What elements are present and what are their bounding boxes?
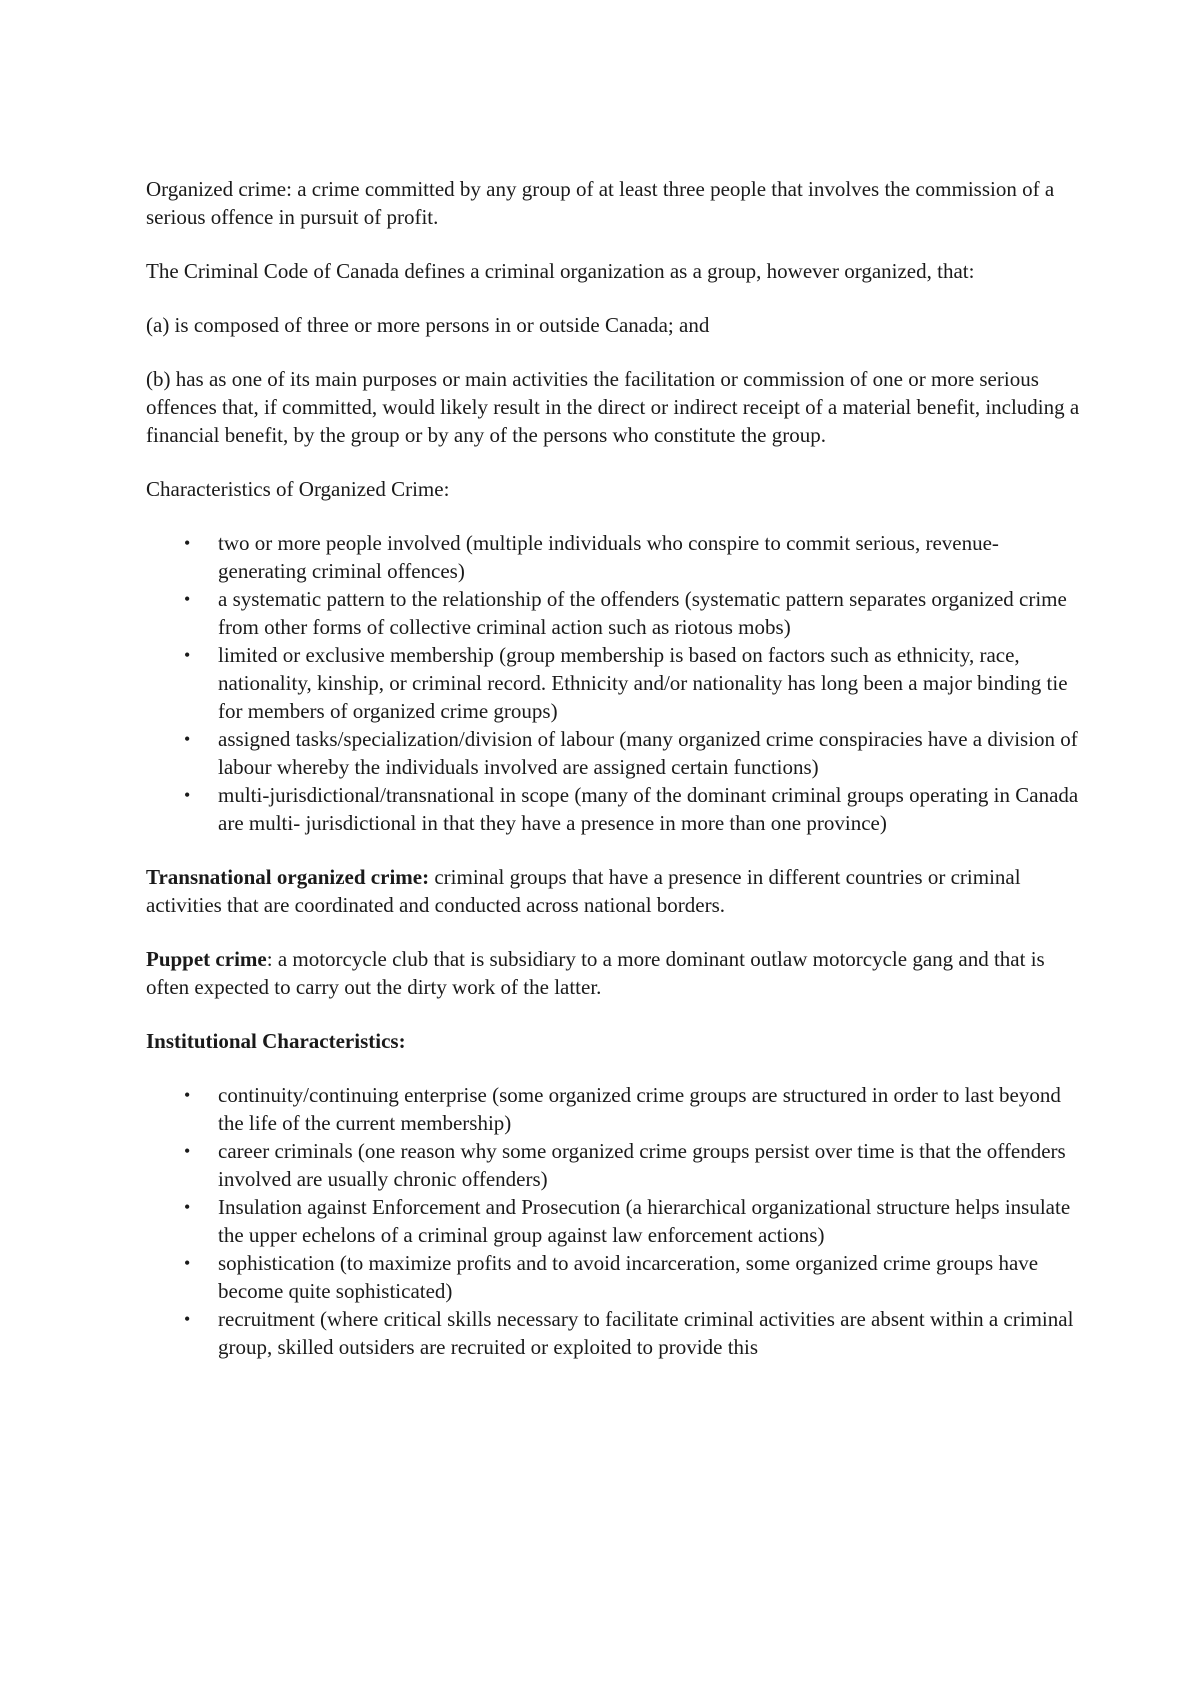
bullet-icon: • <box>184 645 191 665</box>
bullet-icon: • <box>184 1141 191 1161</box>
list-item <box>184 1305 1080 1361</box>
list-item-text: two or more people involved (multiple individuals who conspire to commit serious, revenue-generating criminal offences) <box>218 531 999 583</box>
paragraph-organized-crime-definition: Organized crime: a crime committed by any group of at least three people that involves the commission of a serious offence in pursuit of profit. <box>146 177 1055 229</box>
list-item-text: sophistication (to maximize profits and to avoid incarceration, some organized crime groups have become quite sophisticated) <box>218 1251 1039 1303</box>
paragraph-puppet-crime-definition <box>146 945 1080 1001</box>
list-item-text: multi-jurisdictional/transnational in scope (many of the dominant criminal groups operating in Canada are multi- jurisdictional in that they have a presence in more than one province) <box>218 783 1079 835</box>
bullet-icon: • <box>184 785 191 805</box>
paragraph-criminal-code-intro: The Criminal Code of Canada defines a criminal organization as a group, however organized, that: <box>146 259 975 283</box>
bullet-icon: • <box>184 533 191 553</box>
list-item <box>184 781 1080 837</box>
bullet-icon: • <box>184 1197 191 1217</box>
characteristics-list <box>146 529 1080 837</box>
list-item-text: limited or exclusive membership (group membership is based on factors such as ethnicity, race, nationality, kinship, or criminal record. Ethnicity and/or nationality has long been a major binding tie for members of organized crime groups) <box>218 643 1068 723</box>
bullet-icon: • <box>184 1309 191 1329</box>
paragraph-clause-b: (b) has as one of its main purposes or main activities the facilitation or commission of one or more serious offences that, if committed, would likely result in the direct or indirect receipt of a material benefit, including a financial benefit, by the group or by any of the persons who constitute the group. <box>146 367 1080 447</box>
paragraph-clause-a: (a) is composed of three or more persons in or outside Canada; and <box>146 313 710 337</box>
list-item-text: Insulation against Enforcement and Prosecution (a hierarchical organizational structure helps insulate the upper echelons of a criminal group against law enforcement actions) <box>218 1195 1071 1247</box>
institutional-heading-text: Institutional Characteristics: <box>146 1029 406 1053</box>
list-item <box>184 1137 1080 1193</box>
bullet-icon: • <box>184 589 191 609</box>
transnational-term: Transnational organized crime: <box>146 865 430 889</box>
list-item <box>184 529 1080 585</box>
bullet-icon: • <box>184 1085 191 1105</box>
list-item-text: career criminals (one reason why some organized crime groups persist over time is that the offenders involved are usually chronic offenders) <box>218 1139 1066 1191</box>
transnational-definition-text: criminal groups that have a presence in different countries or criminal activities that are coordinated and conducted across national borders. <box>146 865 1021 917</box>
list-item <box>184 1193 1080 1249</box>
institutional-list <box>146 1081 1080 1361</box>
list-item <box>184 1081 1080 1137</box>
list-item-text: assigned tasks/specialization/division of labour (many organized crime conspiracies have a division of labour whereby the individuals involved are assigned certain functions) <box>218 727 1078 779</box>
bullet-icon: • <box>184 729 191 749</box>
characteristics-heading: Characteristics of Organized Crime: <box>146 477 450 501</box>
list-item <box>184 725 1080 781</box>
list-item-text: recruitment (where critical skills necessary to facilitate criminal activities are absent within a criminal group, skilled outsiders are recruited or exploited to provide this <box>218 1307 1074 1359</box>
list-item-text: a systematic pattern to the relationship of the offenders (systematic pattern separates organized crime from other forms of collective criminal action such as riotous mobs) <box>218 587 1067 639</box>
puppet-crime-definition-text: : a motorcycle club that is subsidiary to a more dominant outlaw motorcycle gang and that is often expected to carry out the dirty work of the latter. <box>146 947 1045 999</box>
paragraph-transnational-definition <box>146 863 1080 919</box>
list-item-text: continuity/continuing enterprise (some organized crime groups are structured in order to last beyond the life of the current membership) <box>218 1083 1061 1135</box>
list-item <box>184 585 1080 641</box>
list-item <box>184 641 1080 725</box>
bullet-icon: • <box>184 1253 191 1273</box>
institutional-heading <box>146 1027 1080 1055</box>
puppet-crime-term: Puppet crime <box>146 947 267 971</box>
list-item <box>184 1249 1080 1305</box>
